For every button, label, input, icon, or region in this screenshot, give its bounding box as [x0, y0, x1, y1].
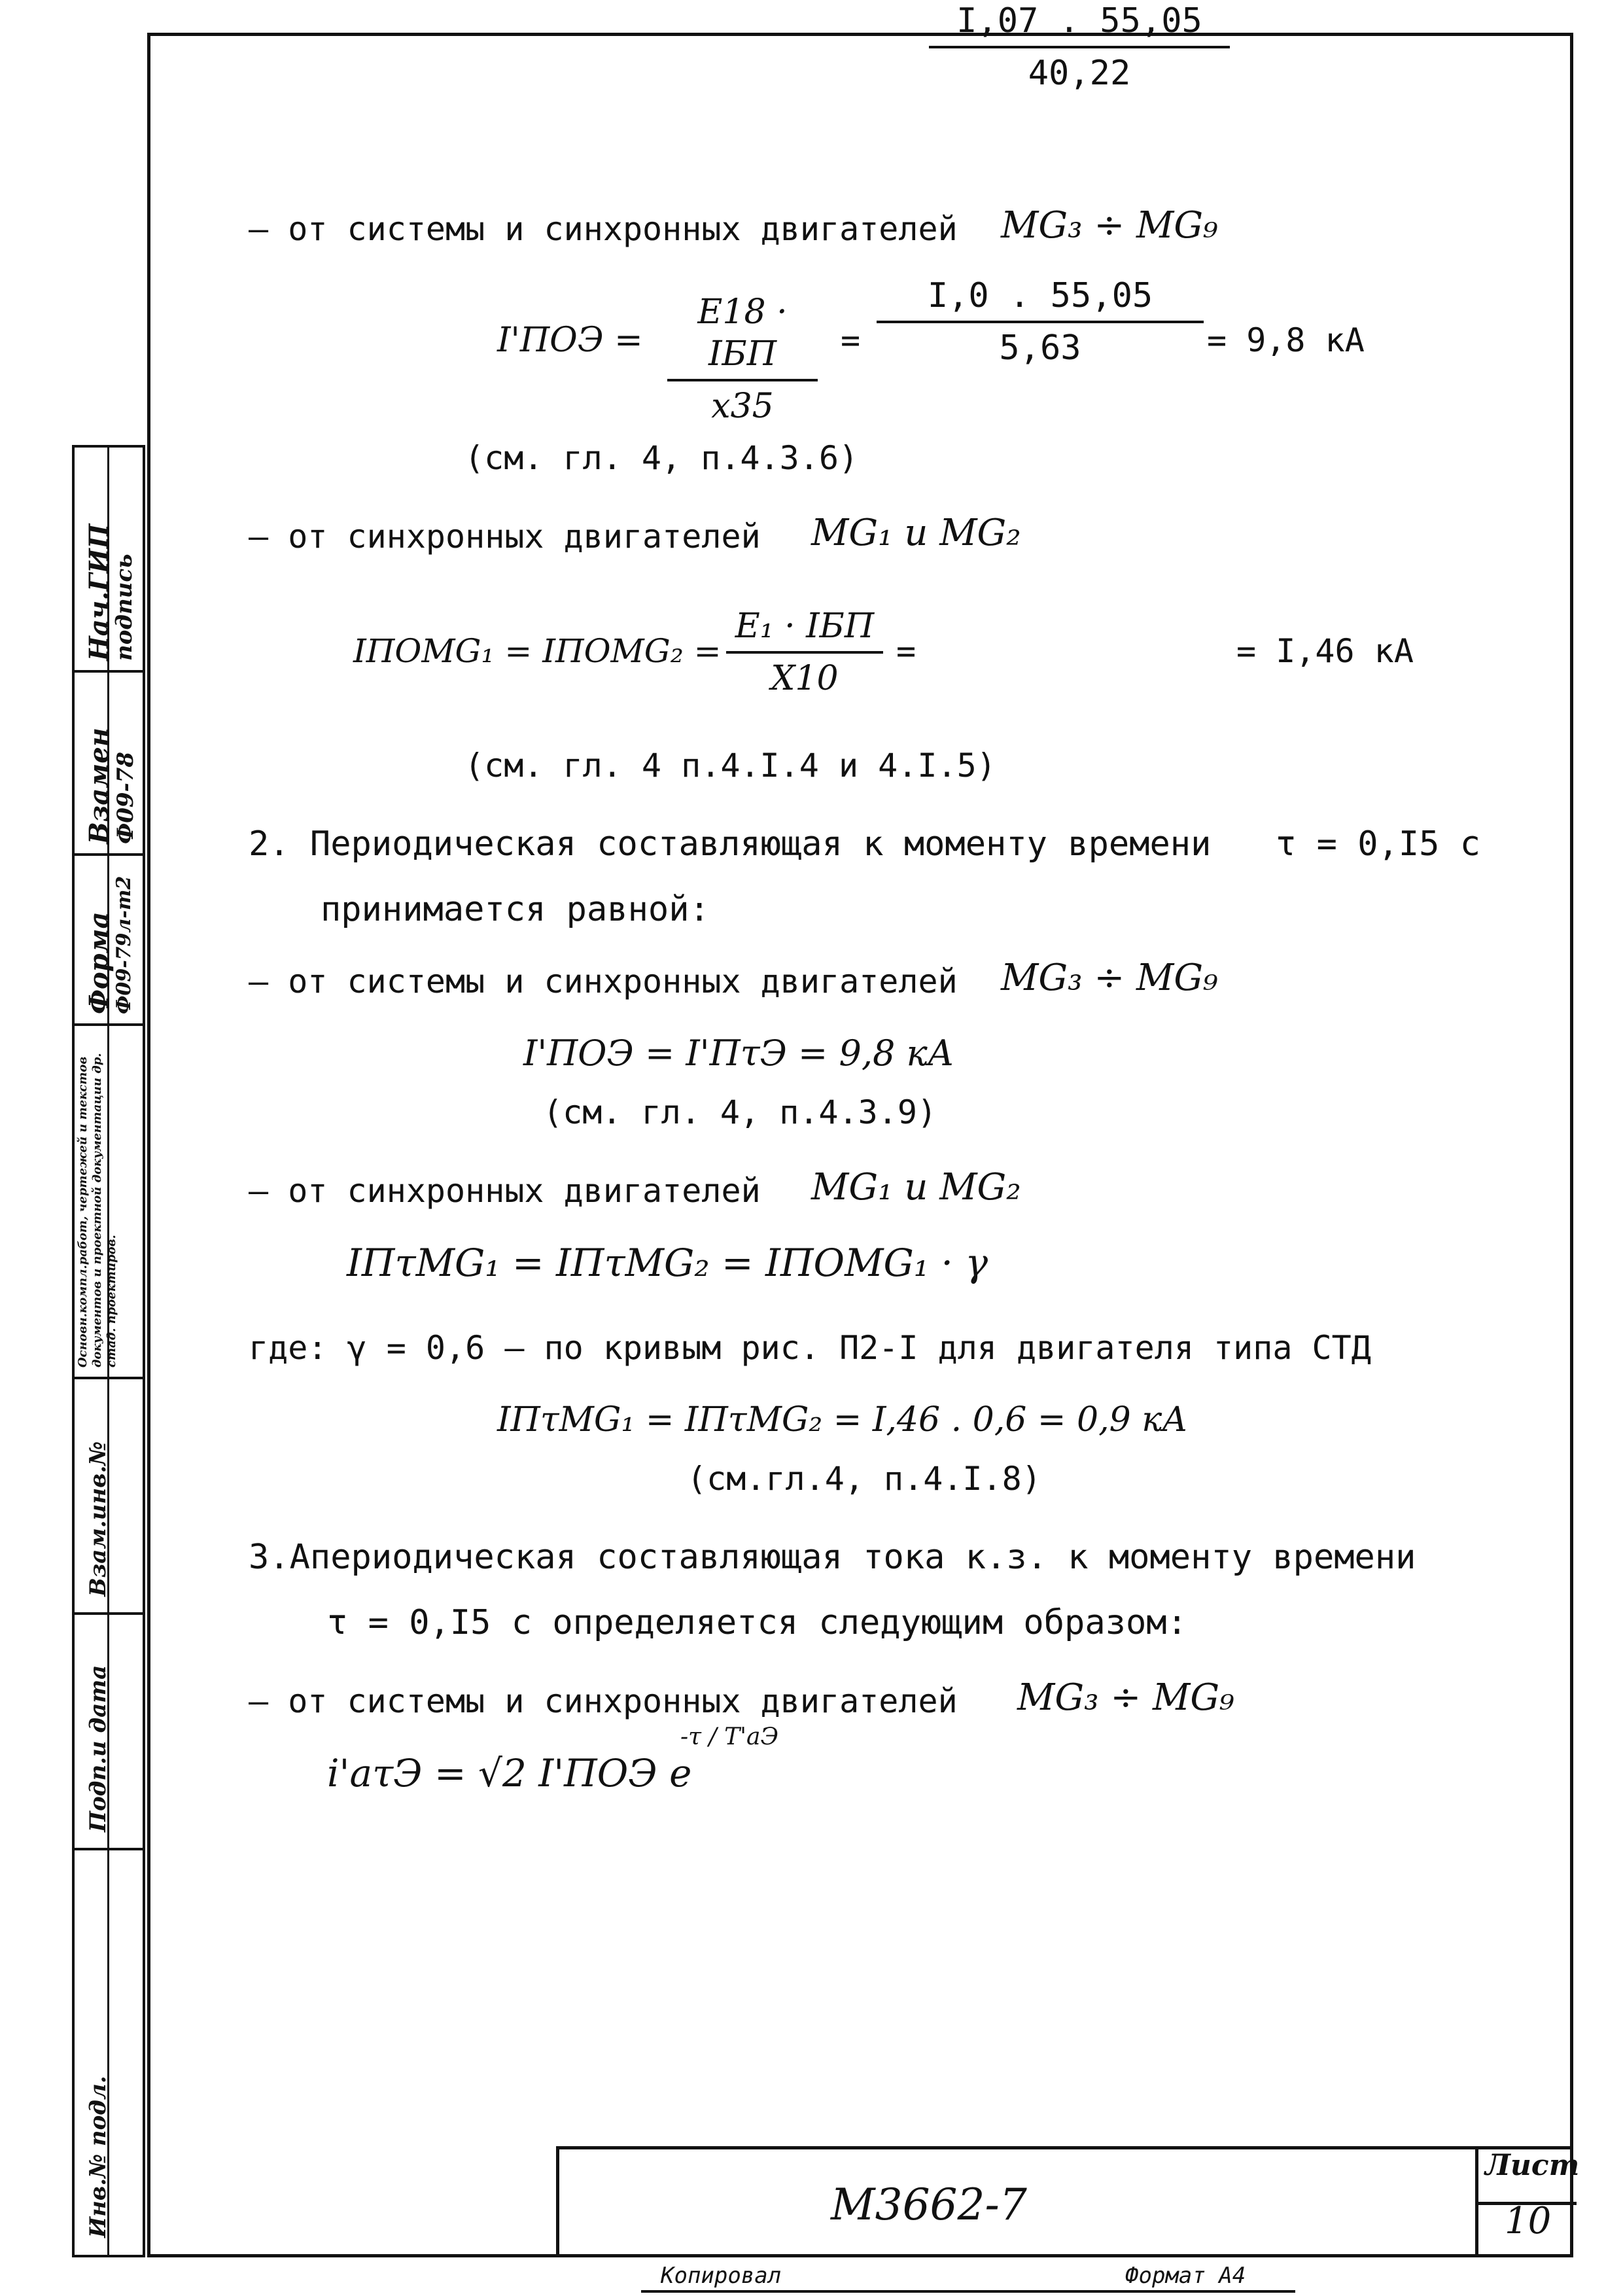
- fraction-denominator: x35: [711, 387, 774, 426]
- reference-text: (см.гл.4, п.4.I.8): [687, 1460, 1041, 1498]
- sheet-label: Лист: [1485, 2149, 1580, 2182]
- text-line: – от системы и синхронных двигателей: [249, 210, 958, 248]
- handwritten-motor-range: MG₃ ÷ MG₉: [1017, 1676, 1234, 1719]
- text-line: – от синхронных двигателей: [249, 1172, 761, 1210]
- handwritten-motor-pair: MG₁ и MG₂: [811, 512, 1021, 554]
- copied-by-label: Копировал: [661, 2263, 782, 2289]
- formula-numeric-fraction: [877, 275, 1204, 369]
- handwritten-motor-pair: MG₁ и MG₂: [811, 1166, 1021, 1209]
- strip-label-podp-data: Подп.и дата: [85, 1665, 111, 1832]
- fraction-bar: [929, 46, 1230, 48]
- equals-sign: =: [841, 321, 861, 359]
- strip-label-inv-podl: Инв.№ подл.: [85, 2075, 111, 2238]
- paragraph-heading: 2. Периодическая составляющая к моменту времени: [249, 824, 1212, 864]
- formula-result: = 9,8 кА: [1207, 321, 1365, 359]
- fraction-numerator: E₁ · IБП: [735, 607, 875, 646]
- format-label: Формат А4: [1125, 2263, 1246, 2289]
- formula-line: IПτMG₁ = IПτMG₂ = IПОMG₁ · γ: [347, 1241, 988, 1285]
- fraction-numerator: I,07 . 55,05: [956, 1, 1202, 41]
- strip-divider: [75, 1612, 143, 1615]
- reference-text: (см. гл. 4, п.4.3.9): [543, 1093, 937, 1131]
- formula-exponent: -τ / T'aЭ: [680, 1723, 779, 1750]
- handwritten-motor-range: MG₃ ÷ MG₉: [1001, 204, 1218, 247]
- strip-signature: подпись: [111, 554, 137, 661]
- formula-symbolic-fraction: [726, 605, 883, 699]
- formula-result: = I,46 кА: [1236, 632, 1414, 670]
- fraction-bar: [877, 321, 1204, 323]
- text-line: – от синхронных двигателей: [249, 518, 761, 556]
- page-frame: [147, 33, 1573, 2257]
- sheet-number: 10: [1505, 2200, 1552, 2242]
- handwritten-motor-range: MG₃ ÷ MG₉: [1001, 957, 1218, 999]
- fraction-denominator: 5,63: [999, 328, 1081, 368]
- strip-forma-code: Ф09-79л-т2: [113, 875, 135, 1014]
- formula-line: I'ПОЭ = I'ПτЭ = 9,8 кА: [523, 1033, 954, 1074]
- strip-label-forma: Форма: [84, 911, 114, 1014]
- text-line: – от системы и синхронных двигателей: [249, 963, 958, 1000]
- fraction-denominator: X10: [771, 659, 839, 698]
- where-definition: где: γ = 0,6 – по кривым рис. П2-I для двигателя типа СТД: [249, 1329, 1371, 1367]
- strip-label-vzam-inv: Взам.инв.№: [85, 1441, 111, 1597]
- title-block: [556, 2146, 1573, 2257]
- fraction-numerator: I,0 . 55,05: [927, 276, 1153, 315]
- paragraph-text: τ = 0,I5 с определяется следующим образом:: [327, 1603, 1187, 1642]
- strip-vzamen-code: Ф09-78: [113, 752, 139, 844]
- fraction-bar: [667, 379, 818, 381]
- fraction-bar: [726, 651, 883, 654]
- formula-symbolic-fraction: [667, 291, 818, 427]
- bottom-rule: [641, 2290, 1295, 2293]
- formula-line: IПτMG₁ = IПτMG₂ = I,46 . 0,6 = 0,9 кА: [497, 1400, 1188, 1439]
- strip-divider: [75, 670, 143, 673]
- equals-sign: =: [896, 632, 916, 670]
- formula-line: i'aτЭ = √2 I'ПОЭ e: [327, 1751, 692, 1795]
- reference-text: (см. гл. 4, п.4.3.6): [464, 439, 859, 477]
- paragraph-heading: 3.Апериодическая составляющая тока к.з. к моменту времени: [249, 1538, 1416, 1577]
- strip-label-osnovn: Основн.компл.работ, чертежей и текстов документов и проектной документации др. стад. проектиров.: [76, 1053, 118, 1368]
- strip-divider: [75, 1848, 143, 1850]
- document-code: М3662-7: [831, 2180, 1027, 2230]
- fraction-denominator: 40,22: [1028, 54, 1131, 93]
- strip-divider: [75, 1023, 143, 1026]
- formula-lhs: IПОMG₁ = IПОMG₂ =: [353, 632, 722, 670]
- text-line: – от системы и синхронных двигателей: [249, 1682, 958, 1720]
- fraction-numerator: E18 · IБП: [697, 292, 788, 374]
- strip-divider: [75, 1377, 143, 1379]
- tau-value: τ = 0,I5 с: [1276, 824, 1481, 864]
- paragraph-text: принимается равной:: [321, 890, 710, 929]
- reference-text: (см. гл. 4 п.4.I.4 и 4.I.5): [464, 747, 996, 785]
- strip-label-nach-gip: Нач.ГИП: [84, 523, 114, 661]
- formula-lhs: I'ПОЭ =: [497, 321, 643, 360]
- strip-divider: [75, 853, 143, 856]
- formula-numeric-fraction: [929, 0, 1230, 94]
- strip-label-vzamen: Взамен: [84, 728, 114, 844]
